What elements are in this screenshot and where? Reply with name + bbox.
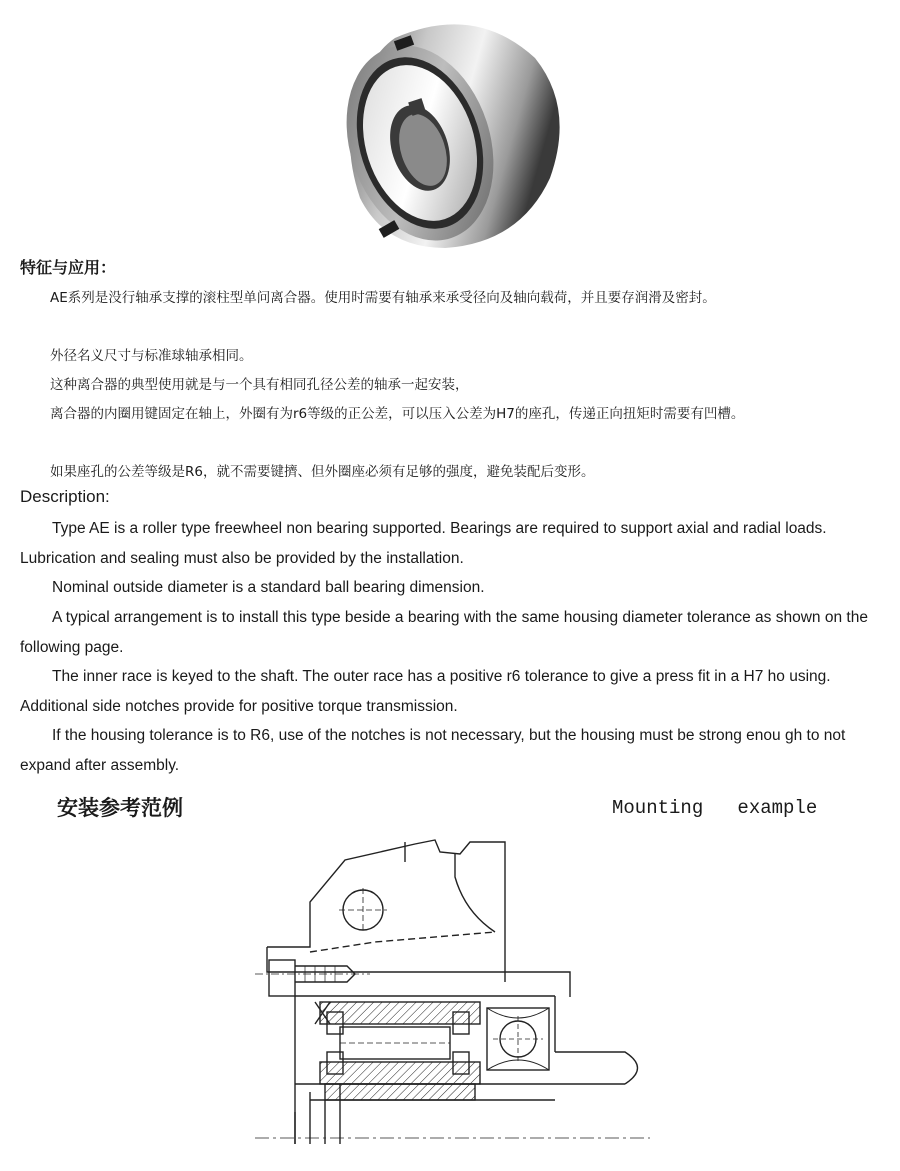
freewheel-product-photo <box>325 8 575 253</box>
mounting-example-drawing <box>255 832 650 1144</box>
features-paragraph: 外径名义尺寸与标准球轴承相同。 <box>50 348 253 364</box>
features-paragraph: 离合器的内圈用键固定在轴上，外圈有为r6等级的正公差，可以压入公差为H7的座孔，传递正向扭矩时需要有凹槽。 <box>50 406 745 422</box>
mounting-title-en: Mounting example <box>612 797 818 819</box>
features-paragraph: 如果座孔的公差等级是R6，就不需要键擠、但外圈座必须有足够的强度，避免装配后变形。 <box>50 464 595 480</box>
description-paragraph: Type AE is a roller type freewheel non bearing supported. Bearings are required to support axial and radial loads. Lubrication and sealing must also be provided by the installation. <box>20 520 827 567</box>
description-paragraph: Nominal outside diameter is a standard ball bearing dimension. <box>52 579 485 596</box>
description-paragraph: The inner race is keyed to the shaft. The outer race has a positive r6 tolerance to give a press fit in a H7 ho using. Additional side notches provide for positive torque transmission. <box>20 668 831 715</box>
features-paragraph: AE系列是没行轴承支撑的滚柱型单问离合器。使用时需要有轴承来承受径向及轴向载荷，并且要存润滑及密封。 <box>50 290 716 306</box>
description-paragraph: A typical arrangement is to install this type beside a bearing with the same housing diameter tolerance as shown on the following page. <box>20 609 868 656</box>
description-heading: Description: <box>20 487 110 506</box>
features-paragraph: 这种离合器的典型使用就是与一个具有相同孔径公差的轴承一起安装， <box>50 377 469 393</box>
description-paragraph: If the housing tolerance is to R6, use of the notches is not necessary, but the housing must be strong enou gh to not expand after assembly. <box>20 727 846 774</box>
mounting-title-cn: 安装参考范例 <box>57 796 183 820</box>
features-heading: 特征与应用： <box>20 258 117 277</box>
